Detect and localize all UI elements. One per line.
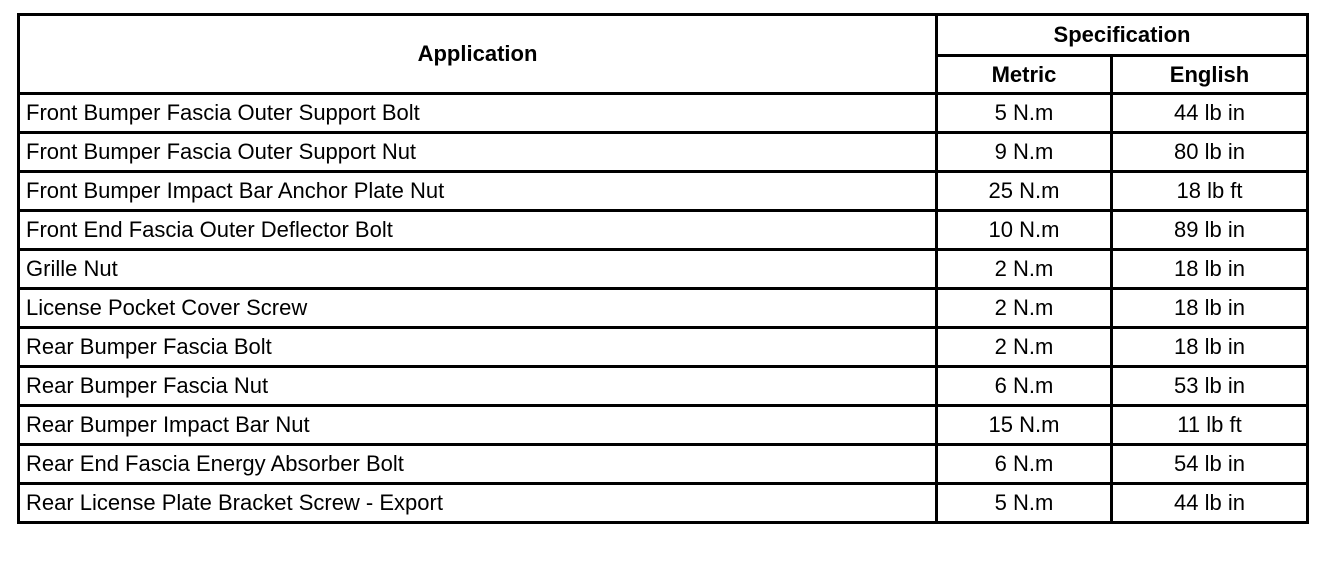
english-cell: 18 lb ft bbox=[1112, 172, 1308, 211]
application-cell: Front End Fascia Outer Deflector Bolt bbox=[19, 211, 937, 250]
english-cell: 11 lb ft bbox=[1112, 406, 1308, 445]
specification-header: Specification bbox=[937, 15, 1308, 56]
english-cell: 18 lb in bbox=[1112, 289, 1308, 328]
table-row bbox=[19, 484, 1308, 523]
english-cell: 44 lb in bbox=[1112, 94, 1308, 133]
table-row bbox=[19, 133, 1308, 172]
application-cell: License Pocket Cover Screw bbox=[19, 289, 937, 328]
metric-cell: 2 N.m bbox=[937, 328, 1112, 367]
table-row bbox=[19, 250, 1308, 289]
english-cell: 53 lb in bbox=[1112, 367, 1308, 406]
english-cell: 54 lb in bbox=[1112, 445, 1308, 484]
application-cell: Rear Bumper Impact Bar Nut bbox=[19, 406, 937, 445]
metric-cell: 6 N.m bbox=[937, 367, 1112, 406]
english-cell: 18 lb in bbox=[1112, 250, 1308, 289]
metric-cell: 9 N.m bbox=[937, 133, 1112, 172]
application-cell: Rear Bumper Fascia Bolt bbox=[19, 328, 937, 367]
application-cell: Rear Bumper Fascia Nut bbox=[19, 367, 937, 406]
english-cell: 44 lb in bbox=[1112, 484, 1308, 523]
application-cell: Rear License Plate Bracket Screw - Export bbox=[19, 484, 937, 523]
metric-cell: 15 N.m bbox=[937, 406, 1112, 445]
metric-cell: 10 N.m bbox=[937, 211, 1112, 250]
application-cell: Rear End Fascia Energy Absorber Bolt bbox=[19, 445, 937, 484]
table-row bbox=[19, 172, 1308, 211]
header-row-top bbox=[19, 15, 1308, 56]
table-row bbox=[19, 289, 1308, 328]
english-header: English bbox=[1112, 56, 1308, 94]
english-cell: 80 lb in bbox=[1112, 133, 1308, 172]
application-cell: Front Bumper Fascia Outer Support Bolt bbox=[19, 94, 937, 133]
english-cell: 89 lb in bbox=[1112, 211, 1308, 250]
table-row bbox=[19, 445, 1308, 484]
table-row bbox=[19, 406, 1308, 445]
application-cell: Grille Nut bbox=[19, 250, 937, 289]
metric-cell: 2 N.m bbox=[937, 289, 1112, 328]
table-row bbox=[19, 367, 1308, 406]
metric-cell: 5 N.m bbox=[937, 94, 1112, 133]
table-row bbox=[19, 211, 1308, 250]
metric-cell: 6 N.m bbox=[937, 445, 1112, 484]
metric-cell: 25 N.m bbox=[937, 172, 1112, 211]
metric-header: Metric bbox=[937, 56, 1112, 94]
application-cell: Front Bumper Fascia Outer Support Nut bbox=[19, 133, 937, 172]
english-cell: 18 lb in bbox=[1112, 328, 1308, 367]
table-row bbox=[19, 328, 1308, 367]
application-header: Application bbox=[19, 15, 937, 94]
table-header bbox=[19, 15, 1308, 94]
table-body bbox=[19, 94, 1308, 523]
metric-cell: 2 N.m bbox=[937, 250, 1112, 289]
table-row bbox=[19, 94, 1308, 133]
fastener-torque-table bbox=[17, 13, 1309, 524]
application-cell: Front Bumper Impact Bar Anchor Plate Nut bbox=[19, 172, 937, 211]
metric-cell: 5 N.m bbox=[937, 484, 1112, 523]
